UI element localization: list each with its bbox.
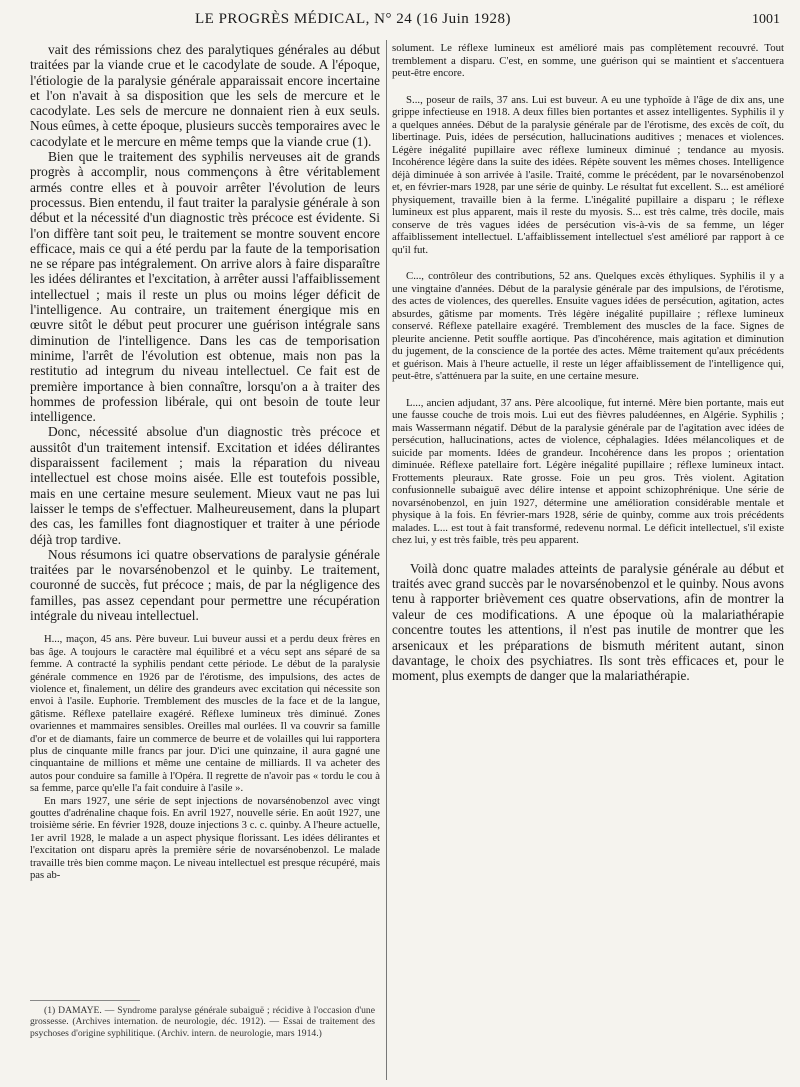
right-column: [392, 42, 784, 872]
footnote: (1) DAMAYE. — Syndrome paralyse générale subaiguë ; récidive à l'occasion d'une grossesse. (Archives internation. de neurologie, déc. 1912). — Essai de traitement des psychoses d'origine syphilitique. (Archiv. intern. de neurologie, mars 1914.): [30, 1005, 375, 1039]
paragraph-treatment: Bien que le traitement des syphilis nerveuses ait de grands progrès à accomplir, nous commençons à être véritablement armés contre elles et à pouvoir arrêter l'évolution de leurs processus. Bien entendu, il faut traiter la paralysie générale à son début et la nécessité d'un diagnostic très précoce est évidente. Si l'on diffère tant soit peu, le traitement se montre souvent encore efficace, mais ce qui a été perdu par la faute de la temporisation ne se répare pas intégralement. On arrive alors à faire disparaître les idées délirantes et l'excitation, à arrêter aussi l'affaiblissement intellectuel ; mais il reste un plus ou moins léger déficit de l'intelligence. Au contraire, un traitement énergique mis en œuvre sitôt le début peut procurer une guérison intégrale sans diminution de l'intelligence. Dans les cas de temporisation minime, l'arrêt de l'évolution est obtenue, mais non pas la restitutio ad integrum du niveau intellectuel. Ce fait est de première importance à bien connaître, lorsqu'on a à traiter des hommes de profession libérale, qui ont besoin de toute leur intelligence.: [30, 149, 380, 425]
case-h-text: H..., maçon, 45 ans. Père buveur. Lui buveur aussi et a perdu deux frères en bas âge. A toujours le caractère mal équilibré et a vécu sept ans séparé de sa femme. A contracté la syphilis pendant cette période. Le début de la paralysie générale commence en 1926 par de l'érotisme, des impulsions, des actes de violence et, finalement, un délire des grandeurs avec excitation qui nécessite son envoi à l'asile. Euphorie. Tremblement des muscles de la face et de la langue, gâtisme. Réflexe patellaire exagéré. Réflexe lumineux très diminué. Zones ovariennes et mammaires sensibles. Oreilles mal ourlées. Il va couvrir sa famille d'or et de diamants, faire un commerce de beurre et de volailles qui lui rapportera plus de cinquante mille francs par jour. D'ici une quinzaine, il aura gagné une cinquantaine de millions et même une centaine de milliards. Il va acheter des autos pour conduire sa famille à l'Opéra. Il regrette de n'avoir pas « tordu le cou à sa femme, parce qu'elle l'a fait conduire à l'asile ».: [30, 634, 380, 795]
paragraph-observations: Nous résumons ici quatre observations de paralysie générale traitées par le novarsénobenzol et le quinby. Le traitement, couronné de succès, fut précoce ; mais, de par la négligence des familles, pas assez cependant pour permettre une récupération intégrale du niveau intellectuel.: [30, 546, 380, 623]
footnote-rule: [30, 1000, 140, 1001]
case-h-treatment: En mars 1927, une série de sept injections de novarsénobenzol avec vingt gouttes d'adrénaline chaque fois. En avril 1927, nouvelle série. En août 1927, une troisième série. En février 1928, douze injections 3 c. c. quinby. A l'heure actuelle, 1er avril 1928, le malade a un aspect physique florissant. Les idées délirantes et l'excitation ont disparu après la première série de novarsénobenzol. Le malade travaille très bien comme maçon. Le niveau intellectuel est presque récupéré, mais pas ab-: [30, 795, 380, 881]
left-column: [30, 42, 380, 1048]
paragraph-intro: vait des rémissions chez des paralytiques générales au début traitées par la viande crue et le cacodylate de soude. A l'époque, l'étiologie de la paralysie générale apparaissait encore incertaine et l'on n'avait à sa disposition que les sels de mercure et le cacodylate. Les sels de mercure ne donnaient rien à eux seuls. Nous eûmes, à cette époque, plusieurs succès temporaires avec le cacodylate et le mercure en même temps que la viande crue (1).: [30, 42, 380, 149]
paragraph-diagnosis: Donc, nécessité absolue d'un diagnostic très précoce et aussitôt d'un traitement intensif. Excitation et idées délirantes disparaissent facilement ; mais la réparation du niveau intellectuel est chose moins aisée. Elle est toutefois possible, mais en une certaine mesure seulement. Mieux vaut ne pas lui laisser le temps de s'effectuer. Malheureusement, dans la plupart des cas, les familles font diagnostiquer et traiter à une période déjà trop tardive.: [30, 424, 380, 547]
closing-paragraph: Voilà donc quatre malades atteints de paralysie générale au début et traités avec grand succès par le novarsénobenzol et le quinby. Nous avons tenu à rapporter brièvement ces quatre observations, afin de montrer la valeur de ces modifications. A une époque où la malariathérapie concentre toutes les attentions, il n'est pas inutile de montrer que les arsenicaux et les préparations de bismuth méritent autant, sinon davantage, le choix des psychiatres. Ils sont très efficaces et, pour le moment, plus exempts de danger que la malariathérapie.: [392, 560, 784, 684]
case-l: L..., ancien adjudant, 37 ans. Père alcoolique, fut interné. Mère bien portante, mais eut une fausse couche de trois mois. Lui eut des fièvres paludéennes, en Algérie. Syphilis ; mais Wassermann négatif. Début de la paralysie générale par de l'agitation avec idées de persécution, hallucinations, actes de violence, céphalagies. Idées mélancoliques et de suicide par moments. Idées de grandeur. Incohérence dans les propos ; orientation diminuée. Réflexe patellaire fort. Légère inégalité pupillaire ; réflexe lumineux intact. Frottements pleuraux. Rate grosse. Foie un peu gros. Très violent. Agitation confusionnelle subaiguë avec délire intense et appoint schizophrénique. Une série de novarsénobenzol, en juin 1927, détermine une amélioration considérable mentale et physique à la fois. En février-mars 1928, série de quinby, comme aux trois précédents malades. L... est tout à fait transformé, redevenu normal. Le déficit intellectuel, s'il existe chez lui, y est très faible, très peu apparent.: [392, 396, 784, 546]
case-h-end: solument. Le réflexe lumineux est amélioré mais pas complètement recouvré. Tout tremblement a disparu. C'est, en somme, une guérison qui se maintient et s'accentuera peut-être encore.: [392, 42, 784, 79]
case-s: S..., poseur de rails, 37 ans. Lui est buveur. A eu une typhoïde à l'âge de dix ans, une grippe infectieuse en 1918. A deux filles bien portantes et assez intelligentes. Syphilis il y a quelques années. Début de la paralysie générale par de l'érotisme, des excès de coït, du libertinage. Puis, idées de persécution, hallucinations auditives ; menaces et violences. Légère inégalité pupillaire avec réflexe lumineux diminué ; tendance au myosis. Incohérence légère dans la suite des idées. Répète souvent les mêmes choses. Intelligence déjà diminuée à son arrivée à l'asile. Traité, comme le précédent, par le novarsénobenzol et, en février-mars 1928, par une série de quinby. Le résultat fut excellent. S... est amélioré physiquement, travaille bien à la ferme. L'inégalité pupillaire a disparu ; le réflexe lumineux est plus apparent, mais il reste du myosis. S... est très calme, très docile, mais conserve de très vagues idées de persécution vis-à-vis de sa femme, un léger affaiblissement intellectuel. L'affaiblissement intellectuel s'est amélioré par rapport à ce qu'il fut.: [392, 93, 784, 256]
case-c: C..., contrôleur des contributions, 52 ans. Quelques excès éthyliques. Syphilis il y a une vingtaine d'années. Début de la paralysie générale par des impulsions, de l'érotisme, des actes de violences, des querelles. Ensuite vagues idées de persécution, agitation, actes absurdes, gâtisme par moments. Très légère inégalité pupillaire ; réflexe lumineux conservé. Réflexe patellaire exagéré. Tremblement des muscles de la face. Signes de pleurite ancienne. Petit souffle aortique. Pas d'incohérence, mais agitation et diminution du jugement, de la conscience de la portée des actes. Même traitement qu'aux précédents et guérison. Mais à l'heure actuelle, il reste un léger affaiblissement de l'intelligence qui, peut-être, s'atténuera par la suite, en une certaine mesure.: [392, 270, 784, 382]
running-title: LE PROGRÈS MÉDICAL, N° 24 (16 Juin 1928): [195, 11, 512, 27]
column-divider: [386, 40, 387, 1080]
page-number: 1001: [752, 12, 780, 27]
